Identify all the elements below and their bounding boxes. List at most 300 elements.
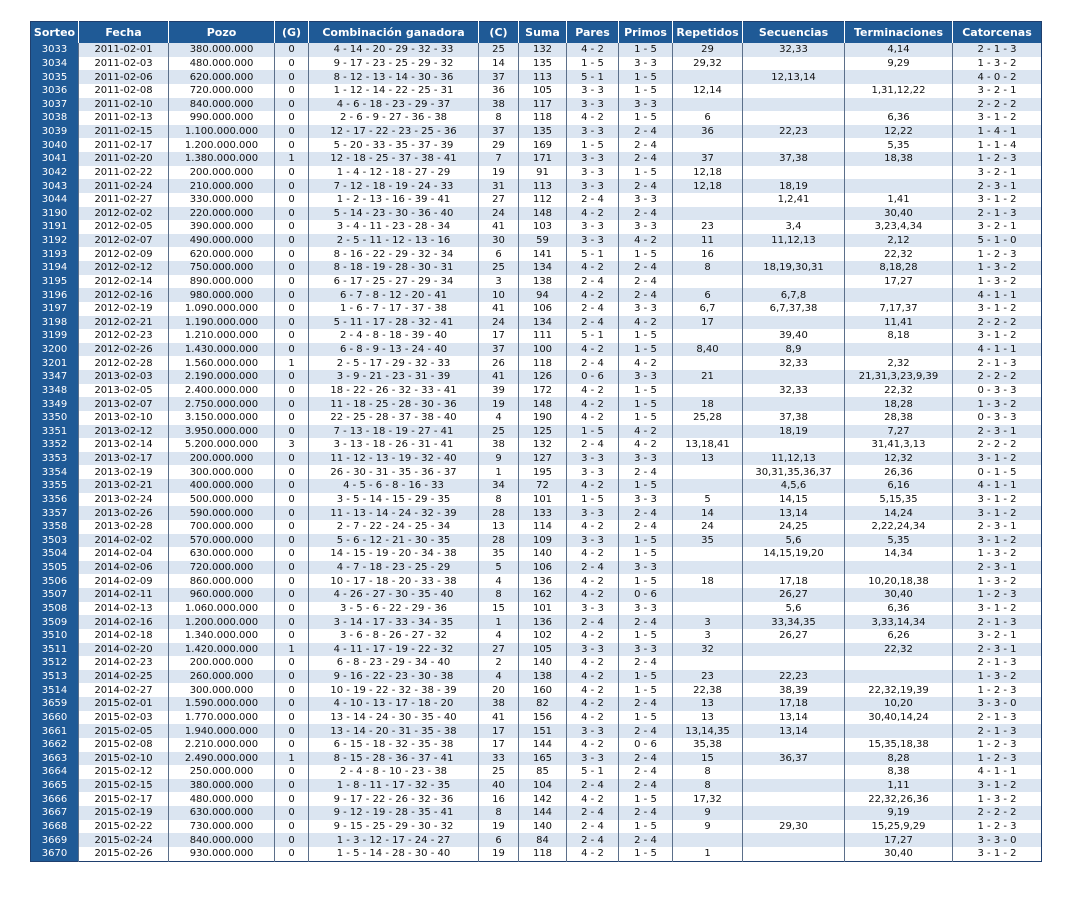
table-row xyxy=(31,343,1042,357)
table-cell: 31,41,3,13 xyxy=(845,438,953,452)
table-cell: 1 - 3 - 2 xyxy=(953,275,1042,289)
table-cell: 380.000.000 xyxy=(169,43,275,57)
table-cell: 1 - 3 - 2 xyxy=(953,397,1042,411)
table-cell: 3504 xyxy=(31,547,79,561)
table-cell xyxy=(743,166,845,180)
table-cell: 860.000.000 xyxy=(169,574,275,588)
table-row xyxy=(31,234,1042,248)
table-row xyxy=(31,125,1042,139)
table-cell: 0 xyxy=(275,288,309,302)
table-cell: 2013-02-05 xyxy=(79,384,169,398)
table-cell: 1 - 5 xyxy=(619,343,673,357)
table-cell: 135 xyxy=(519,57,567,71)
table-cell: 156 xyxy=(519,711,567,725)
table-cell: 2 - 4 xyxy=(619,152,673,166)
table-cell: 3670 xyxy=(31,847,79,861)
table-cell: 135 xyxy=(519,125,567,139)
table-cell: 18,28 xyxy=(845,397,953,411)
table-cell: 3355 xyxy=(31,479,79,493)
table-cell: 3354 xyxy=(31,465,79,479)
table-cell: 41 xyxy=(479,302,519,316)
table-row xyxy=(31,220,1042,234)
table-cell: 8 xyxy=(673,261,743,275)
table-cell: 1,11 xyxy=(845,779,953,793)
table-cell: 3 - 1 - 2 xyxy=(953,506,1042,520)
table-cell: 3 - 14 - 17 - 33 - 34 - 35 xyxy=(309,615,479,629)
table-cell: 23 xyxy=(673,220,743,234)
table-cell: 480.000.000 xyxy=(169,792,275,806)
table-cell: 2 - 4 xyxy=(567,806,619,820)
table-cell: 169 xyxy=(519,138,567,152)
table-cell: 22,32,19,39 xyxy=(845,683,953,697)
table-cell: 3664 xyxy=(31,765,79,779)
table-cell: 4 xyxy=(479,670,519,684)
table-cell xyxy=(743,438,845,452)
table-cell: 2013-02-10 xyxy=(79,411,169,425)
table-cell: 0 xyxy=(275,615,309,629)
table-cell: 3353 xyxy=(31,452,79,466)
table-cell: 41 xyxy=(479,220,519,234)
table-cell: 72 xyxy=(519,479,567,493)
table-cell: 2,32 xyxy=(845,356,953,370)
table-cell xyxy=(743,561,845,575)
table-cell: 30 xyxy=(479,234,519,248)
table-cell: 4 - 2 xyxy=(567,683,619,697)
table-cell: 2011-02-15 xyxy=(79,125,169,139)
table-cell: 132 xyxy=(519,438,567,452)
table-row xyxy=(31,465,1042,479)
table-cell: 13,14 xyxy=(743,506,845,520)
table-cell: 38 xyxy=(479,438,519,452)
table-cell: 3347 xyxy=(31,370,79,384)
table-cell: 9 - 15 - 25 - 29 - 30 - 32 xyxy=(309,820,479,834)
table-cell: 1 - 5 xyxy=(619,534,673,548)
table-cell: 0 xyxy=(275,316,309,330)
table-cell: 2014-02-20 xyxy=(79,643,169,657)
table-cell: 4 - 2 xyxy=(619,356,673,370)
table-cell: 5 - 1 xyxy=(567,765,619,779)
table-cell: 3510 xyxy=(31,629,79,643)
table-cell: 2 - 4 xyxy=(619,656,673,670)
table-row xyxy=(31,193,1042,207)
table-cell xyxy=(743,656,845,670)
table-cell: 26 xyxy=(479,356,519,370)
table-cell: 3 - 3 - 0 xyxy=(953,697,1042,711)
table-cell: 1 - 5 xyxy=(619,329,673,343)
table-cell: 38 xyxy=(479,697,519,711)
table-cell: 1 - 5 xyxy=(619,820,673,834)
table-cell: 7 xyxy=(479,152,519,166)
table-cell: 13 - 14 - 20 - 31 - 35 - 38 xyxy=(309,724,479,738)
table-cell: 37 xyxy=(479,343,519,357)
table-cell: 10 - 17 - 18 - 20 - 33 - 38 xyxy=(309,574,479,588)
table-cell: 3 - 4 - 11 - 23 - 28 - 34 xyxy=(309,220,479,234)
table-cell: 2015-02-15 xyxy=(79,779,169,793)
table-cell: 4 - 2 xyxy=(567,111,619,125)
table-cell xyxy=(743,57,845,71)
table-cell: 29,32 xyxy=(673,57,743,71)
table-cell: 3 - 2 - 1 xyxy=(953,166,1042,180)
table-row xyxy=(31,520,1042,534)
table-cell: 18,19 xyxy=(743,179,845,193)
table-cell: 4 - 2 xyxy=(567,847,619,861)
table-cell: 1 xyxy=(479,615,519,629)
table-cell: 2 - 1 - 3 xyxy=(953,724,1042,738)
table-cell: 25 xyxy=(479,765,519,779)
table-cell: 1 - 5 xyxy=(619,711,673,725)
table-row xyxy=(31,833,1042,847)
table-cell: 2 - 4 xyxy=(567,193,619,207)
table-cell: 37 xyxy=(673,152,743,166)
table-cell: 18 xyxy=(673,574,743,588)
table-cell: 3513 xyxy=(31,670,79,684)
table-cell: 0 xyxy=(275,138,309,152)
table-cell: 2013-02-24 xyxy=(79,493,169,507)
table-cell: 3 - 3 - 0 xyxy=(953,833,1042,847)
table-cell xyxy=(673,602,743,616)
table-cell: 0 xyxy=(275,397,309,411)
table-cell: 15 xyxy=(673,752,743,766)
table-cell: 2 - 4 xyxy=(567,316,619,330)
table-cell: 20 xyxy=(479,683,519,697)
table-cell: 1 - 12 - 14 - 22 - 25 - 31 xyxy=(309,84,479,98)
table-cell: 2.400.000.000 xyxy=(169,384,275,398)
table-cell: 2012-02-02 xyxy=(79,207,169,221)
table-cell: 8 xyxy=(673,779,743,793)
table-cell: 3037 xyxy=(31,98,79,112)
table-cell xyxy=(673,70,743,84)
table-cell: 4 - 1 - 1 xyxy=(953,765,1042,779)
table-row xyxy=(31,275,1042,289)
table-cell: 144 xyxy=(519,806,567,820)
table-cell: 1 - 5 xyxy=(619,670,673,684)
table-cell: 4 - 1 - 1 xyxy=(953,343,1042,357)
table-cell: 3 - 3 xyxy=(619,220,673,234)
table-cell: 2014-02-27 xyxy=(79,683,169,697)
table-cell: 2011-02-06 xyxy=(79,70,169,84)
table-cell: 2011-02-10 xyxy=(79,98,169,112)
table-cell: 22,32 xyxy=(845,384,953,398)
table-cell: 24 xyxy=(673,520,743,534)
table-cell: 3661 xyxy=(31,724,79,738)
table-cell: 3191 xyxy=(31,220,79,234)
table-cell: 2.490.000.000 xyxy=(169,752,275,766)
column-header: Suma xyxy=(519,22,567,44)
table-cell: 2015-02-03 xyxy=(79,711,169,725)
table-cell: 144 xyxy=(519,738,567,752)
table-cell: 3193 xyxy=(31,247,79,261)
table-cell: 2014-02-04 xyxy=(79,547,169,561)
table-cell: 1 xyxy=(673,847,743,861)
table-cell: 380.000.000 xyxy=(169,779,275,793)
table-cell: 1.940.000.000 xyxy=(169,724,275,738)
table-cell: 104 xyxy=(519,779,567,793)
table-cell: 31 xyxy=(479,179,519,193)
table-cell: 3 - 1 - 2 xyxy=(953,329,1042,343)
table-cell: 35 xyxy=(479,547,519,561)
table-cell: 2 - 4 xyxy=(619,615,673,629)
table-cell: 6 - 8 - 9 - 13 - 24 - 40 xyxy=(309,343,479,357)
table-cell: 2014-02-13 xyxy=(79,602,169,616)
table-cell: 5.200.000.000 xyxy=(169,438,275,452)
table-cell: 3 xyxy=(673,629,743,643)
table-cell: 2 - 1 - 3 xyxy=(953,356,1042,370)
table-row xyxy=(31,166,1042,180)
table-cell: 0 xyxy=(275,820,309,834)
table-cell: 3040 xyxy=(31,138,79,152)
table-cell: 980.000.000 xyxy=(169,288,275,302)
table-cell: 2 - 2 - 2 xyxy=(953,316,1042,330)
table-cell xyxy=(743,765,845,779)
table-cell: 140 xyxy=(519,820,567,834)
table-cell: 3506 xyxy=(31,574,79,588)
table-cell: 3509 xyxy=(31,615,79,629)
table-cell xyxy=(743,316,845,330)
table-cell: 18,19,30,31 xyxy=(743,261,845,275)
table-cell: 1.210.000.000 xyxy=(169,329,275,343)
table-cell: 37 xyxy=(479,125,519,139)
table-cell: 4 - 2 xyxy=(567,574,619,588)
table-cell: 190 xyxy=(519,411,567,425)
table-cell: 4 - 2 xyxy=(567,629,619,643)
table-cell: 4 - 2 xyxy=(567,384,619,398)
table-cell xyxy=(673,479,743,493)
table-cell: 9 xyxy=(673,806,743,820)
table-cell xyxy=(743,792,845,806)
table-cell: 2 - 7 - 22 - 24 - 25 - 34 xyxy=(309,520,479,534)
table-cell: 1,2,41 xyxy=(743,193,845,207)
table-cell: 2015-02-17 xyxy=(79,792,169,806)
table-cell: 82 xyxy=(519,697,567,711)
table-cell: 3 - 3 xyxy=(567,452,619,466)
table-cell: 2 - 4 xyxy=(567,779,619,793)
table-cell: 2,22,24,34 xyxy=(845,520,953,534)
table-cell: 300.000.000 xyxy=(169,465,275,479)
table-cell: 0 - 3 - 3 xyxy=(953,411,1042,425)
table-cell: 3041 xyxy=(31,152,79,166)
table-cell: 890.000.000 xyxy=(169,275,275,289)
table-cell xyxy=(673,138,743,152)
table-cell: 2 - 4 xyxy=(619,806,673,820)
table-cell: 3 - 3 xyxy=(567,84,619,98)
table-cell: 2 - 1 - 3 xyxy=(953,207,1042,221)
table-cell: 3 - 2 - 1 xyxy=(953,629,1042,643)
table-cell: 2011-02-01 xyxy=(79,43,169,57)
table-cell: 4,5,6 xyxy=(743,479,845,493)
table-cell: 1 xyxy=(479,465,519,479)
table-cell: 3042 xyxy=(31,166,79,180)
table-cell: 4 xyxy=(479,411,519,425)
table-cell: 35,38 xyxy=(673,738,743,752)
column-header: Catorcenas xyxy=(953,22,1042,44)
table-cell: 3190 xyxy=(31,207,79,221)
table-cell: 37,38 xyxy=(743,411,845,425)
table-cell: 4 - 2 xyxy=(619,234,673,248)
table-cell: 29 xyxy=(673,43,743,57)
table-cell: 25 xyxy=(479,43,519,57)
table-cell: 136 xyxy=(519,615,567,629)
table-cell: 1 - 5 xyxy=(619,84,673,98)
table-cell: 0 xyxy=(275,302,309,316)
table-cell: 12,32 xyxy=(845,452,953,466)
table-cell: 4 - 2 xyxy=(567,411,619,425)
table-cell: 9 - 17 - 22 - 26 - 32 - 36 xyxy=(309,792,479,806)
table-cell: 2.210.000.000 xyxy=(169,738,275,752)
table-cell: 127 xyxy=(519,452,567,466)
table-cell: 3508 xyxy=(31,602,79,616)
table-cell: 4 - 2 xyxy=(567,547,619,561)
table-cell: 2 - 4 - 8 - 10 - 23 - 38 xyxy=(309,765,479,779)
table-cell: 14,34 xyxy=(845,547,953,561)
table-cell: 13 - 14 - 24 - 30 - 35 - 40 xyxy=(309,711,479,725)
table-cell xyxy=(673,547,743,561)
table-cell: 3 - 5 - 14 - 15 - 29 - 35 xyxy=(309,493,479,507)
table-row xyxy=(31,384,1042,398)
table-row xyxy=(31,561,1042,575)
table-cell: 32,33 xyxy=(743,384,845,398)
table-cell: 2 - 1 - 3 xyxy=(953,43,1042,57)
table-cell: 4 - 11 - 17 - 19 - 22 - 32 xyxy=(309,643,479,657)
table-cell: 2012-02-26 xyxy=(79,343,169,357)
table-cell: 3 - 3 xyxy=(567,220,619,234)
table-cell: 480.000.000 xyxy=(169,57,275,71)
table-cell xyxy=(673,465,743,479)
table-cell: 12 - 18 - 25 - 37 - 38 - 41 xyxy=(309,152,479,166)
table-cell: 6 xyxy=(673,288,743,302)
table-cell xyxy=(673,384,743,398)
table-cell: 3668 xyxy=(31,820,79,834)
table-cell: 18 xyxy=(673,397,743,411)
table-cell: 2012-02-09 xyxy=(79,247,169,261)
table-cell: 2012-02-07 xyxy=(79,234,169,248)
table-cell: 5,35 xyxy=(845,138,953,152)
table-cell: 8 xyxy=(673,765,743,779)
table-cell: 0 xyxy=(275,70,309,84)
table-row xyxy=(31,643,1042,657)
table-cell: 730.000.000 xyxy=(169,820,275,834)
table-cell: 3 - 3 xyxy=(567,465,619,479)
table-cell: 10 - 19 - 22 - 32 - 38 - 39 xyxy=(309,683,479,697)
table-cell: 1 - 5 xyxy=(619,411,673,425)
table-cell: 15,25,9,29 xyxy=(845,820,953,834)
table-row xyxy=(31,479,1042,493)
table-cell: 4 - 26 - 27 - 30 - 35 - 40 xyxy=(309,588,479,602)
table-cell: 2 - 4 xyxy=(619,520,673,534)
table-cell: 3 - 3 xyxy=(567,643,619,657)
table-cell: 33,34,35 xyxy=(743,615,845,629)
table-cell: 1 - 4 - 12 - 18 - 27 - 29 xyxy=(309,166,479,180)
table-cell: 35 xyxy=(673,534,743,548)
table-cell: 8 - 15 - 28 - 36 - 37 - 41 xyxy=(309,752,479,766)
table-cell: 3039 xyxy=(31,125,79,139)
table-cell: 0 xyxy=(275,765,309,779)
table-cell: 2 - 3 - 1 xyxy=(953,561,1042,575)
table-cell: 26,36 xyxy=(845,465,953,479)
table-cell: 4 - 2 xyxy=(619,438,673,452)
table-cell: 2 - 4 xyxy=(619,288,673,302)
table-row xyxy=(31,602,1042,616)
table-row xyxy=(31,288,1042,302)
table-cell: 3 - 2 - 1 xyxy=(953,84,1042,98)
table-cell: 22,38 xyxy=(673,683,743,697)
table-cell: 111 xyxy=(519,329,567,343)
table-cell: 11,41 xyxy=(845,316,953,330)
table-cell: 1 - 5 xyxy=(567,57,619,71)
table-cell: 32,33 xyxy=(743,356,845,370)
table-cell: 126 xyxy=(519,370,567,384)
table-cell: 200.000.000 xyxy=(169,166,275,180)
table-cell: 3038 xyxy=(31,111,79,125)
table-row xyxy=(31,261,1042,275)
table-cell: 172 xyxy=(519,384,567,398)
table-cell: 2015-02-05 xyxy=(79,724,169,738)
table-row xyxy=(31,847,1042,861)
table-cell: 2,12 xyxy=(845,234,953,248)
table-cell: 26,27 xyxy=(743,588,845,602)
header-row xyxy=(31,22,1042,44)
table-row xyxy=(31,57,1042,71)
table-cell: 3 - 1 - 2 xyxy=(953,779,1042,793)
table-cell: 4 - 0 - 2 xyxy=(953,70,1042,84)
table-cell: 1.090.000.000 xyxy=(169,302,275,316)
table-cell: 6,16 xyxy=(845,479,953,493)
table-cell: 41 xyxy=(479,711,519,725)
table-cell: 1.200.000.000 xyxy=(169,615,275,629)
table-cell: 30,40,14,24 xyxy=(845,711,953,725)
table-cell: 840.000.000 xyxy=(169,833,275,847)
table-cell: 10 xyxy=(479,288,519,302)
table-cell: 3356 xyxy=(31,493,79,507)
table-cell: 0 xyxy=(275,779,309,793)
table-cell: 0 xyxy=(275,697,309,711)
table-cell: 17 xyxy=(673,316,743,330)
table-cell: 3036 xyxy=(31,84,79,98)
table-cell: 0 xyxy=(275,629,309,643)
table-cell: 3 - 3 xyxy=(567,166,619,180)
table-cell: 2 - 1 - 3 xyxy=(953,615,1042,629)
table-cell: 3043 xyxy=(31,179,79,193)
table-cell: 94 xyxy=(519,288,567,302)
table-cell: 9 - 12 - 19 - 28 - 35 - 41 xyxy=(309,806,479,820)
table-cell: 109 xyxy=(519,534,567,548)
table-cell: 0 xyxy=(275,574,309,588)
table-cell: 19 xyxy=(479,166,519,180)
table-cell: 165 xyxy=(519,752,567,766)
table-cell: 0 xyxy=(275,329,309,343)
table-cell: 3351 xyxy=(31,425,79,439)
table-row xyxy=(31,98,1042,112)
table-cell: 2012-02-21 xyxy=(79,316,169,330)
table-cell: 3 - 3 xyxy=(619,602,673,616)
table-cell: 9 xyxy=(479,452,519,466)
table-cell: 2 - 4 xyxy=(619,138,673,152)
table-cell: 1 - 4 - 1 xyxy=(953,125,1042,139)
column-header: (C) xyxy=(479,22,519,44)
table-cell: 0 xyxy=(275,683,309,697)
table-cell: 3 - 9 - 21 - 23 - 31 - 39 xyxy=(309,370,479,384)
table-cell: 0 xyxy=(275,84,309,98)
table-cell: 3035 xyxy=(31,70,79,84)
table-cell: 4 - 5 - 6 - 8 - 16 - 33 xyxy=(309,479,479,493)
table-cell: 220.000.000 xyxy=(169,207,275,221)
table-cell: 22,32 xyxy=(845,643,953,657)
table-cell: 2 - 4 xyxy=(619,261,673,275)
table-cell: 6 - 17 - 25 - 27 - 29 - 34 xyxy=(309,275,479,289)
table-cell: 5,6 xyxy=(743,602,845,616)
table-cell: 118 xyxy=(519,847,567,861)
table-cell: 3.150.000.000 xyxy=(169,411,275,425)
table-cell: 1 - 5 xyxy=(619,629,673,643)
